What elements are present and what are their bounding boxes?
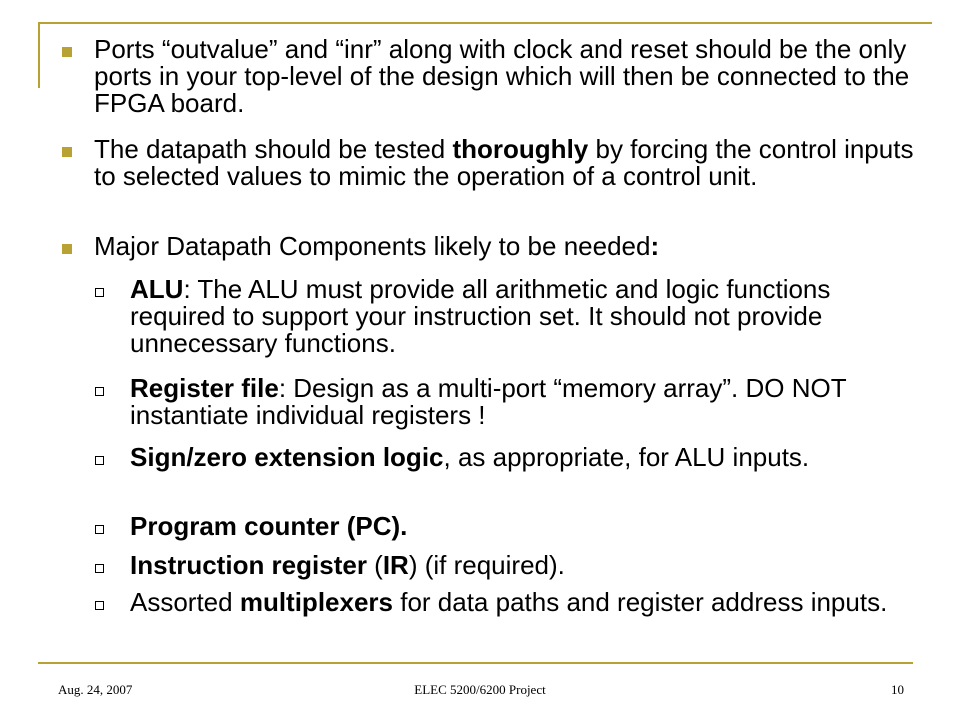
hollow-square-bullet-icon <box>95 601 104 610</box>
square-bullet-icon <box>62 47 72 57</box>
bullet-ports: Ports “outvalue” and “inr” along with clock and reset should be the only ports in your top-level of the design which will then be connected to the FPGA board. <box>94 34 910 118</box>
subbullet-sign-zero-extension: Sign/zero extension logic, as appropriate, for ALU inputs. <box>130 442 810 472</box>
square-bullet-icon <box>62 244 72 254</box>
bottom-rule <box>38 662 913 664</box>
bullet-major-components: Major Datapath Components likely to be needed: <box>94 231 660 261</box>
square-bullet-icon <box>62 147 72 157</box>
hollow-square-bullet-icon <box>95 564 104 573</box>
hollow-square-bullet-icon <box>95 525 104 534</box>
footer-page-number: 10 <box>891 682 904 697</box>
hollow-square-bullet-icon <box>95 387 104 396</box>
hollow-square-bullet-icon <box>95 456 104 465</box>
footer-date: Aug. 24, 2007 <box>58 682 133 697</box>
hollow-square-bullet-icon <box>95 288 104 297</box>
left-rule <box>38 22 40 88</box>
subbullet-register-file: Register file: Design as a multi-port “memory array”. DO NOT instantiate individual registers ! <box>130 373 847 430</box>
top-rule <box>38 22 932 24</box>
footer-course: ELEC 5200/6200 Project <box>414 682 546 697</box>
subbullet-instruction-register: Instruction register (IR) (if required). <box>130 550 565 580</box>
subbullet-multiplexers: Assorted multiplexers for data paths and register address inputs. <box>130 587 888 617</box>
subbullet-program-counter: Program counter (PC). <box>130 511 408 541</box>
bullet-datapath-testing: The datapath should be tested thoroughly by forcing the control inputs to selected values to mimic the operation of a control unit. <box>94 134 914 191</box>
subbullet-alu: ALU: The ALU must provide all arithmetic and logic functions required to support your instruction set. It should not provide unnecessary functions. <box>130 274 831 358</box>
